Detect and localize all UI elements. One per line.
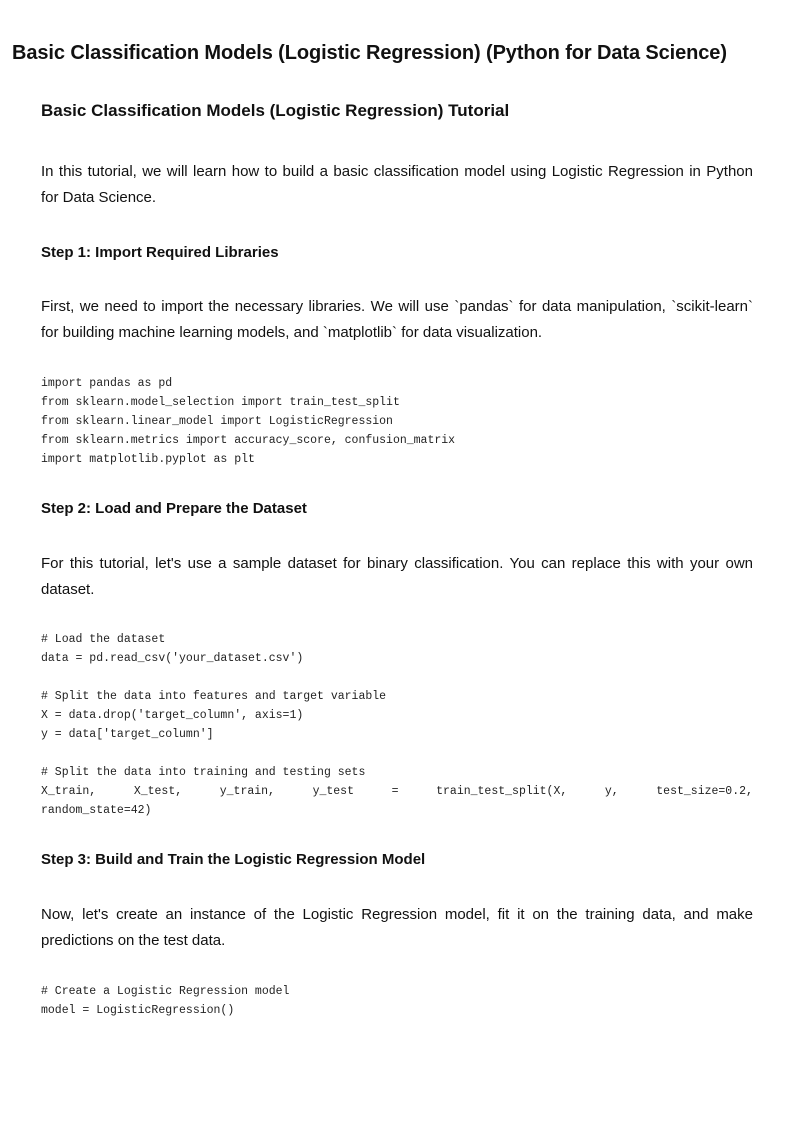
document-title: Basic Classification Models (Logistic Regression) (Python for Data Science) bbox=[12, 42, 727, 64]
tutorial-title: Basic Classification Models (Logistic Regression) Tutorial bbox=[41, 101, 510, 120]
code-line-justified bbox=[41, 782, 753, 801]
code-line: # Create a Logistic Regression model bbox=[41, 985, 290, 998]
code-line: data = pd.read_csv('your_dataset.csv') bbox=[41, 652, 304, 665]
code-line: # Load the dataset bbox=[41, 633, 166, 646]
code-token: test_size=0.2, bbox=[656, 785, 753, 798]
step1-heading: Step 1: Import Required Libraries bbox=[41, 244, 279, 261]
step2-heading: Step 2: Load and Prepare the Dataset bbox=[41, 500, 307, 517]
step3-paragraph: Now, let's create an instance of the Logistic Regression model, fit it on the training data, and make predictions on the test data. bbox=[41, 906, 753, 949]
code-token: y, bbox=[604, 785, 619, 798]
code-line: X = data.drop('target_column', axis=1) bbox=[41, 709, 304, 722]
code-token: y_train, bbox=[219, 785, 275, 798]
step1-paragraph: First, we need to import the necessary libraries. We will use `pandas` for data manipulation, `scikit-learn` for building machine learning models, and `matplotlib` for data visualization. bbox=[41, 298, 753, 341]
code-token: train_test_split(X, bbox=[436, 785, 568, 798]
code-line: import matplotlib.pyplot as plt bbox=[41, 453, 255, 466]
code-line: # Split the data into training and testing sets bbox=[41, 766, 366, 779]
code-token: y_test bbox=[312, 785, 354, 798]
code-line: # Split the data into features and target variable bbox=[41, 690, 387, 703]
code-blank-line bbox=[41, 744, 753, 763]
code-line: y = data['target_column'] bbox=[41, 728, 214, 741]
intro-paragraph: In this tutorial, we will learn how to build a basic classification model using Logistic Regression in Python for Data Science. bbox=[41, 163, 753, 206]
code-line: from sklearn.metrics import accuracy_score, confusion_matrix bbox=[41, 434, 456, 447]
code-token: X_test, bbox=[133, 785, 183, 798]
step2-paragraph: For this tutorial, let's use a sample dataset for binary classification. You can replace this with your own dataset. bbox=[41, 555, 753, 598]
code-line: random_state=42) bbox=[41, 804, 152, 817]
code-line: from sklearn.linear_model import LogisticRegression bbox=[41, 415, 393, 428]
code-blank-line bbox=[41, 668, 753, 687]
code-line: from sklearn.model_selection import train_test_split bbox=[41, 396, 400, 409]
code-line: model = LogisticRegression() bbox=[41, 1004, 235, 1017]
code-token: X_train, bbox=[41, 785, 97, 798]
code-line: import pandas as pd bbox=[41, 377, 173, 390]
step2-code-block bbox=[41, 630, 753, 820]
step1-code-block bbox=[41, 374, 753, 469]
step3-heading: Step 3: Build and Train the Logistic Regression Model bbox=[41, 851, 426, 868]
code-token: = bbox=[391, 785, 399, 798]
step3-code-block bbox=[41, 982, 753, 1020]
